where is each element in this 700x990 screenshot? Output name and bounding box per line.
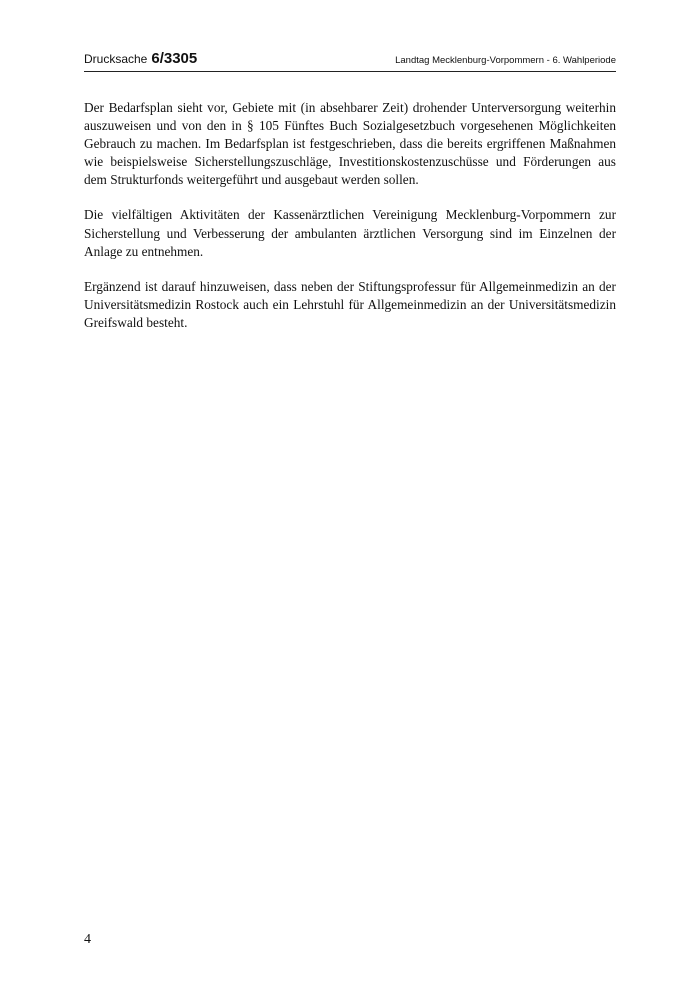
body-text [84, 99, 616, 349]
document-number: 6/3305 [151, 50, 198, 67]
paragraph-kassenaerztliche-vereinigung: Die vielfältigen Aktivitäten der Kassenärztlichen Vereinigung Mecklenburg-Vorpommern zur Sicherstellung und Verbesserung der ambulanten ärztlichen Versorgung sind im Einzelnen der Anlage zu entnehmen. [84, 207, 616, 259]
document-reference [84, 50, 197, 67]
page-header [84, 43, 616, 67]
parliament-period: Landtag Mecklenburg-Vorpommern - 6. Wahlperiode [395, 55, 616, 66]
page-number: 4 [84, 932, 91, 947]
paragraph-allgemeinmedizin: Ergänzend ist darauf hinzuweisen, dass neben der Stiftungsprofessur für Allgemeinmedizin an der Universitätsmedizin Rostock auch ein Lehrstuhl für Allgemeinmedizin an der Universitätsmedizin Greifswald besteht. [84, 278, 616, 330]
header-divider [84, 71, 616, 72]
paragraph-bedarfsplan: Der Bedarfsplan sieht vor, Gebiete mit (in absehbarer Zeit) drohender Unterversorgung weiterhin auszuweisen und von den in § 105 Fünftes Buch Sozialgesetzbuch vorgesehenen Möglichkeiten Gebrauch zu machen. Im Bedarfsplan ist festgeschrieben, dass die bereits ergriffenen Maßnahmen wie beispielsweise Sicherstellungszuschläge, Investitionskostenzuschüsse und Förderungen aus dem Strukturfonds weitergeführt und ausgebaut werden sollen. [84, 100, 616, 188]
document-label: Drucksache [84, 52, 148, 66]
